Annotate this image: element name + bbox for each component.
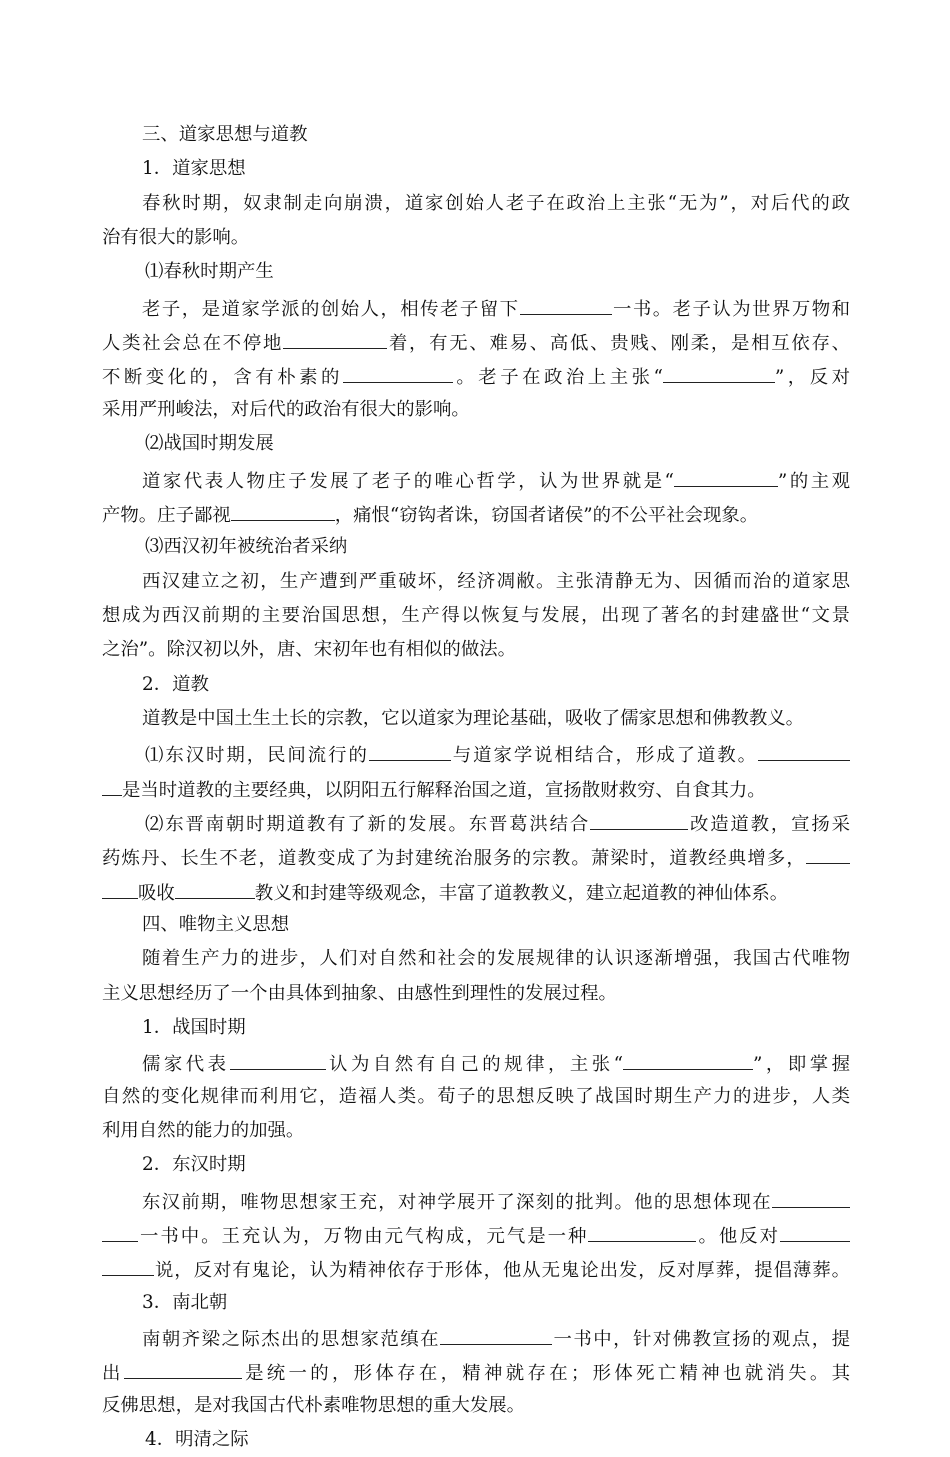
fill-blank[interactable]: [772, 1183, 850, 1208]
subsection-heading: [102, 152, 246, 186]
text: ⑵东晋南朝时期道教有了新的发展。东晋葛洪结合: [145, 814, 591, 835]
paragraph-line: [102, 496, 758, 530]
fill-blank[interactable]: [102, 1251, 154, 1276]
fill-blank[interactable]: [230, 1045, 326, 1070]
paragraph-line: [102, 358, 850, 392]
text: 一书中，针对佛教宣扬的观点，提: [552, 1329, 850, 1350]
text: 。老子在政治上主张“: [452, 367, 663, 388]
heading-text: 四、唯物主义思想: [142, 914, 290, 935]
text: 。他反对: [696, 1226, 780, 1247]
text: ⑴东汉时期，民间流行的: [145, 745, 369, 766]
fill-blank[interactable]: [175, 874, 255, 899]
section-heading: [102, 118, 308, 152]
text: 随着生产力的进步，人们对自然和社会的发展规律的认识逐渐增强，我国古代唯物: [142, 948, 850, 969]
fill-blank[interactable]: [520, 290, 612, 315]
text: 想成为西汉前期的主要治国思想，生产得以恢复与发展，出现了著名的封建盛世“文景: [102, 605, 850, 626]
fill-blank[interactable]: [231, 496, 335, 521]
text: ，痛恨“窃钩者诛，窃国者诸侯”的不公平社会现象。: [334, 505, 759, 526]
text: 人类社会总在不停地: [102, 333, 284, 354]
text: 治有很大的影响。: [102, 227, 250, 248]
text: 道教是中国土生土长的宗教，它以道家为理论基础，吸收了儒家思想和佛教教义。: [142, 708, 805, 729]
text: ⑶西汉初年被统治者采纳: [145, 536, 348, 557]
fill-blank[interactable]: [588, 1217, 696, 1242]
paragraph-line: [102, 1183, 850, 1217]
text: ⑵战国时期发展: [145, 433, 274, 454]
paragraph-line: [102, 1251, 850, 1285]
paragraph-line: [102, 736, 850, 770]
fill-blank[interactable]: [124, 1354, 242, 1379]
fill-blank[interactable]: [663, 358, 775, 383]
paragraph-line: [102, 874, 788, 908]
text: 春秋时期，奴隶制走向崩溃，道家创始人老子在政治上主张“无为”，对后代的政: [142, 193, 850, 214]
text: ”，反对: [774, 367, 850, 388]
heading-text: 三、道家思想与道教: [142, 124, 308, 145]
subsection-heading: [102, 668, 209, 702]
text: 老子，是道家学派的创始人，相传老子留下: [142, 299, 520, 320]
paragraph-line: [102, 1045, 850, 1079]
text: 2．东汉时期: [142, 1154, 246, 1175]
paragraph-line: [102, 771, 766, 805]
subsection-heading: [102, 530, 347, 564]
text: 改造道教，宣扬采: [688, 814, 850, 835]
paragraph-line: [102, 324, 850, 358]
text: ⑴春秋时期产生: [145, 261, 274, 282]
paragraph-line: [102, 599, 850, 633]
text: ”的主观: [777, 471, 851, 492]
subsection-heading: [102, 1286, 227, 1320]
fill-blank[interactable]: [440, 1320, 552, 1345]
subsection-heading: [102, 1148, 246, 1182]
text: 与道家学说相结合，形成了道教。: [450, 745, 758, 766]
text: 儒家代表: [142, 1054, 230, 1075]
fill-blank[interactable]: [102, 771, 122, 796]
heading-text: 1．道家思想: [142, 158, 246, 179]
text: 之治”。除汉初以外，唐、宋初年也有相似的做法。: [102, 639, 516, 660]
paragraph-line: [102, 805, 850, 839]
fill-blank[interactable]: [758, 736, 850, 761]
text: 反佛思想，是对我国古代朴素唯物思想的重大发展。: [102, 1395, 525, 1416]
paragraph-line: [102, 977, 617, 1011]
fill-blank[interactable]: [806, 839, 850, 864]
text: 西汉建立之初，生产遭到严重破坏，经济凋敝。主张清静无为、因循而治的道家思: [142, 571, 850, 592]
fill-blank[interactable]: [590, 805, 688, 830]
text: 出: [102, 1363, 124, 1384]
text: 认为自然有自己的规律，主张“: [325, 1054, 624, 1075]
fill-blank[interactable]: [102, 1217, 138, 1242]
text: 主义思想经历了一个由具体到抽象、由感性到理性的发展过程。: [102, 983, 617, 1004]
text: 采用严刑峻法，对后代的政治有很大的影响。: [102, 399, 470, 420]
text: 南朝齐梁之际杰出的思想家范缜在: [142, 1329, 440, 1350]
text: 说，反对有鬼论，认为精神依存于形体，他从无鬼论出发，反对厚葬，提倡薄葬。: [154, 1260, 850, 1281]
paragraph-line: [102, 633, 516, 667]
text: 是统一的，形体存在，精神就存在；形体死亡精神也就消失。其: [241, 1363, 850, 1384]
text: 1．战国时期: [142, 1017, 246, 1038]
text: 不断变化的，含有朴素的: [102, 367, 343, 388]
text: 东汉前期，唯物思想家王充，对神学展开了深刻的批判。他的思想体现在: [142, 1192, 772, 1213]
text: 一书中。王充认为，万物由元气构成，元气是一种: [138, 1226, 589, 1247]
subsection-heading: [102, 427, 274, 461]
text: 4．明清之际: [145, 1429, 249, 1450]
paragraph-line: [102, 290, 850, 324]
paragraph-line: [102, 1080, 850, 1114]
fill-blank[interactable]: [674, 462, 778, 487]
text: 教义和封建等级观念，丰富了道教教义，建立起道教的神仙体系。: [254, 883, 789, 904]
paragraph-line: [102, 1389, 525, 1423]
section-heading: [102, 908, 289, 942]
paragraph-line: [102, 942, 850, 976]
paragraph-line: [102, 1114, 304, 1148]
text: 道家代表人物庄子发展了老子的唯心哲学，认为世界就是“: [142, 471, 674, 492]
text: 自然的变化规律而利用它，造福人类。荀子的思想反映了战国时期生产力的进步，人类: [102, 1086, 850, 1107]
fill-blank[interactable]: [102, 874, 138, 899]
paragraph-line: [102, 1354, 850, 1388]
text: 药炼丹、长生不老，道教变成了为封建统治服务的宗教。萧梁时，道教经典增多，: [102, 848, 806, 869]
paragraph-line: [102, 565, 850, 599]
paragraph-line: [102, 702, 804, 736]
fill-blank[interactable]: [623, 1045, 753, 1070]
fill-blank[interactable]: [283, 324, 387, 349]
text: 2．道教: [142, 674, 209, 695]
paragraph-line: [102, 839, 850, 873]
paragraph-line: [102, 187, 850, 221]
text: 吸收: [138, 883, 175, 904]
text: 利用自然的能力的加强。: [102, 1120, 305, 1141]
text: 是当时道教的主要经典，以阴阳五行解释治国之道，宣扬散财救穷、自食其力。: [122, 780, 766, 801]
text: 一书。老子认为世界万物和: [611, 299, 850, 320]
text: ”，即掌握: [753, 1054, 850, 1075]
paragraph-line: [102, 1320, 850, 1354]
fill-blank[interactable]: [343, 358, 453, 383]
paragraph-line: [102, 393, 470, 427]
subsection-heading: [102, 1011, 246, 1045]
fill-blank[interactable]: [369, 736, 451, 761]
paragraph-line: [102, 221, 249, 255]
text: 产物。庄子鄙视: [102, 505, 231, 526]
paragraph-line: [102, 1217, 850, 1251]
text: 3．南北朝: [142, 1292, 228, 1313]
paragraph-line: [102, 462, 850, 496]
fill-blank[interactable]: [780, 1217, 850, 1242]
subsection-heading: [102, 1423, 249, 1457]
subsection-heading: [102, 255, 274, 289]
text: 着，有无、难易、高低、贵贱、刚柔，是相互依存、: [387, 333, 850, 354]
